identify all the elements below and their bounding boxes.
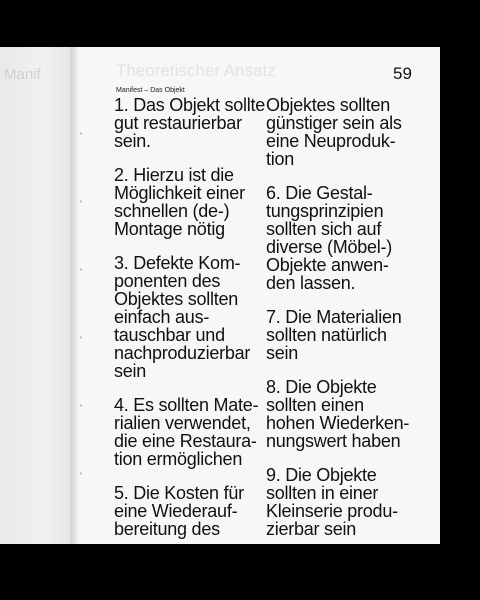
running-header-ghost: Theoretischer Ansatz: [116, 61, 276, 80]
manifest-item: 7. Die Materialien sollten natürlich sein: [266, 307, 402, 363]
manifest-item: 6. Die Gestal- tungsprinzipien sollten sich auf diverse (Möbel-) Objekte anwen- den lassen.: [266, 183, 393, 293]
manifest-item: 4. Es sollten Mate- rialien verwendet, die eine Restaura- tion ermöglichen: [114, 395, 259, 469]
text-column-left: [114, 96, 266, 554]
manifest-item: 8. Die Objekte sollten einen hohen Wiederken- nungswert haben: [266, 377, 410, 451]
binding-hole: [80, 336, 82, 339]
left-page: [0, 47, 72, 544]
manifest-item: 2. Hierzu ist die Möglichkeit einer schnellen (de-) Montage nötig: [114, 165, 245, 239]
binding-hole: [80, 200, 82, 203]
manifest-item: 1. Das Objekt sollte gut restaurierbar sein.: [114, 95, 266, 151]
binding-hole: [80, 268, 82, 271]
manifest-item: 5. Die Kosten für eine Wiederauf- bereitung des: [114, 483, 244, 539]
text-column-right: [266, 96, 422, 554]
section-label: Manifest – Das Objekt: [116, 87, 185, 94]
binding-hole: [80, 132, 82, 135]
manifest-item: 9. Die Objekte sollten in einer Kleinserie produ- zierbar sein: [266, 465, 398, 539]
left-page-ghost-text: Manif: [4, 66, 41, 83]
page-number: 59: [393, 64, 412, 83]
manifest-item: Objektes sollten günstiger sein als eine Neuproduk- tion: [266, 95, 402, 169]
binding-hole: [80, 472, 82, 475]
binding-hole: [80, 404, 82, 407]
manifest-item: 3. Defekte Kom- ponenten des Objektes sollten einfach aus- tauschbar und nachproduzierbar sein: [114, 253, 251, 381]
